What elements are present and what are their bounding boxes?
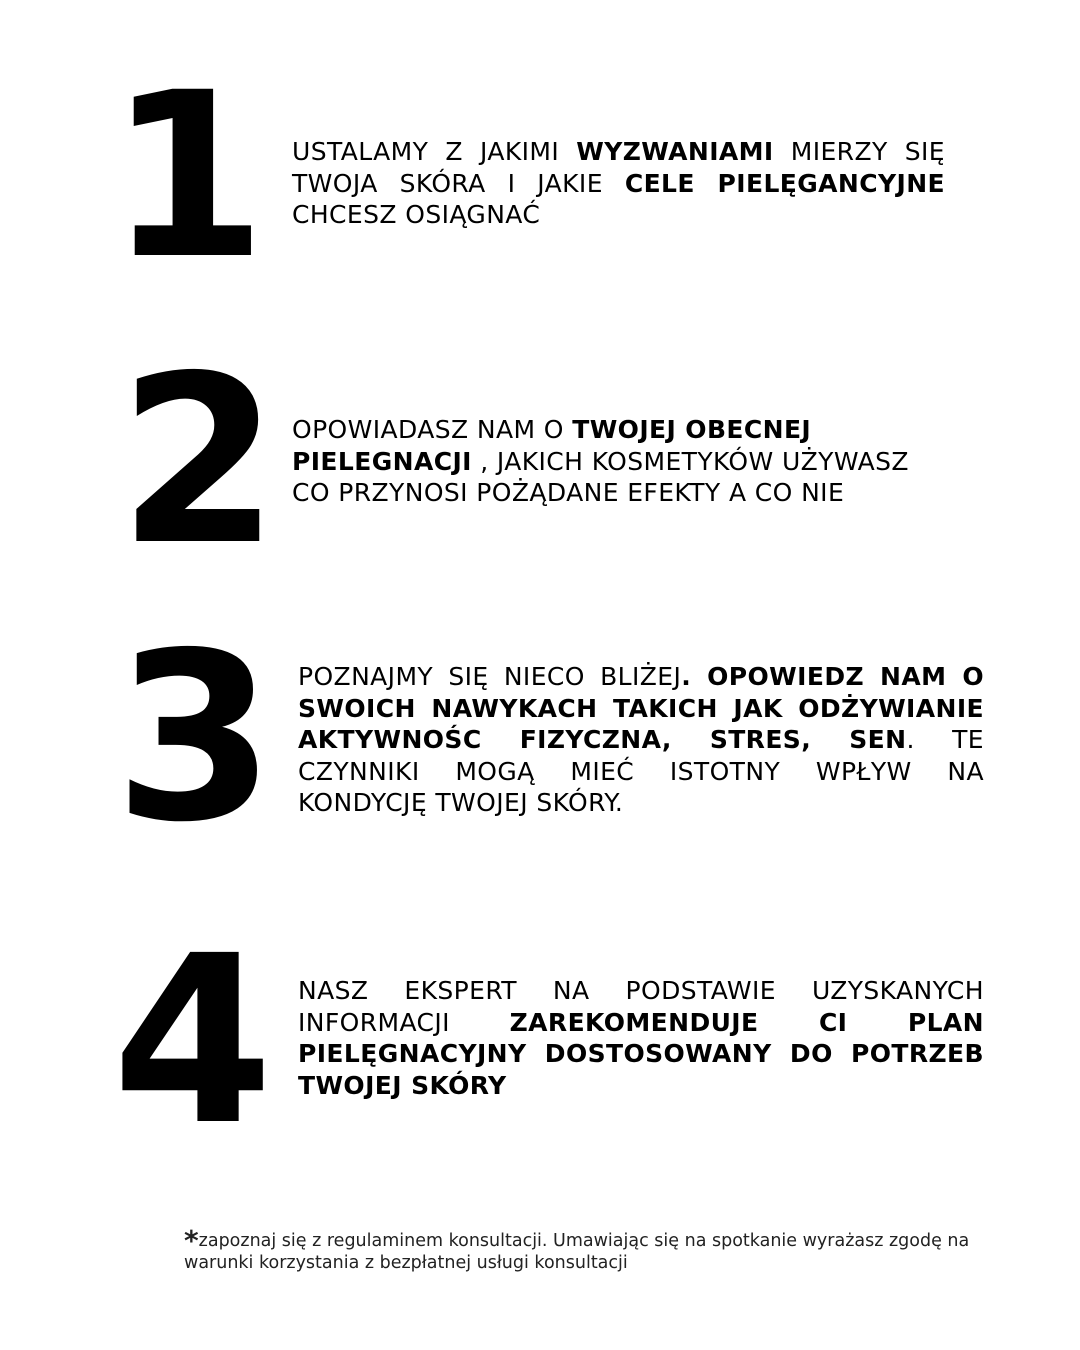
text-segment: USTALAMY Z JAKIMI bbox=[292, 137, 577, 166]
step-description bbox=[298, 975, 984, 1101]
text-segment-bold: CELE PIELĘGANCYJNE bbox=[624, 168, 945, 198]
text-segment: POZNAJMY SIĘ NIECO BLIŻEJ bbox=[298, 662, 682, 691]
step-number: 1 bbox=[108, 43, 257, 309]
step-number: 3 bbox=[114, 603, 276, 873]
step-description bbox=[292, 136, 945, 231]
text-segment: . TE CZYNNIKI MOGĄ MIEĆ ISTOTNY WPŁYW NA KONDYCJĘ TWOJEJ SKÓRY. bbox=[298, 725, 985, 817]
text-segment-bold: WYZWANIAMI bbox=[576, 137, 774, 166]
text-segment: MIERZY SIĘ TWOJA SKÓRA I JAKIE bbox=[292, 137, 945, 198]
step-description bbox=[298, 661, 984, 819]
text-segment-bold: ZAREKOMENDUJE CI PLAN PIELĘGNACYJNY DOSTOSOWANY DO POTRZEB TWOJEJ SKÓRY bbox=[298, 1007, 984, 1100]
text-segment: CHCESZ OSIĄGNAĆ bbox=[292, 200, 541, 229]
text-segment: NASZ EKSPERT NA PODSTAWIE UZYSKANYCH INFORMACJI bbox=[298, 976, 984, 1037]
footnote bbox=[184, 1224, 984, 1274]
text-segment-bold: . OPOWIEDZ NAM O SWOICH NAWYKACH TAKICH JAK ODŻYWIANIE AKTYWNOŚC FIZYCZNA, STRES, SEN bbox=[298, 662, 985, 754]
text-segment-bold: TWOJEJ OBECNEJ PIELEGNACJI bbox=[292, 415, 812, 476]
step-number: 4 bbox=[112, 906, 274, 1176]
footnote-asterisk: * bbox=[184, 1224, 199, 1257]
step-number: 2 bbox=[118, 326, 280, 596]
text-segment: OPOWIADASZ NAM O bbox=[292, 415, 573, 444]
text-segment: , JAKICH KOSMETYKÓW UŻYWASZ CO PRZYNOSI POŻĄDANE EFEKTY A CO NIE bbox=[292, 446, 909, 507]
step-description bbox=[292, 414, 952, 509]
footnote-text: zapoznaj się z regulaminem konsultacji. Umawiając się na spotkanie wyrażasz zgodę na warunki korzystania z bezpłatnej usługi konsultacji bbox=[184, 1231, 970, 1273]
